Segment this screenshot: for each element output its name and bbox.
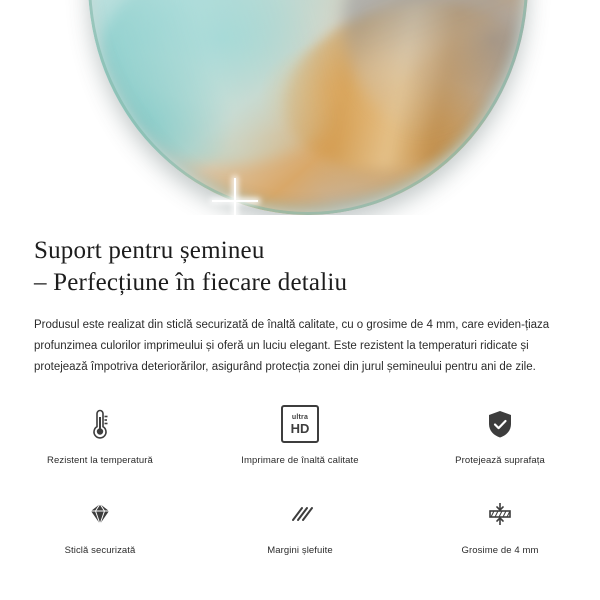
feature-label: Imprimare de înaltă calitate bbox=[241, 455, 359, 466]
feature-label: Sticlă securizată bbox=[64, 545, 136, 556]
body-paragraph: Produsul este realizat din sticlă securizată de înaltă calitate, cu o grosime de 4 mm, care eviden-țiaza profunzimea culorilor imprimeului și oferă un luciu elegant. Este rezistent la temperaturi ridicate și protejează împotriva deteriorărilor, asigurând protecția zonei din jurul șemineului pentru ani de zile. bbox=[34, 319, 550, 373]
feature-label: Rezistent la temperatură bbox=[47, 455, 153, 466]
page-title bbox=[0, 215, 600, 299]
thermometer-icon bbox=[77, 402, 123, 446]
feature-label: Grosime de 4 mm bbox=[461, 545, 539, 556]
ultra-hd-badge-small: ultra bbox=[291, 413, 309, 421]
page-title-line-2: – Perfecțiune în fiecare detaliu bbox=[34, 269, 348, 296]
feature-item-surface-protection bbox=[400, 402, 600, 470]
polished-edges-icon bbox=[277, 492, 323, 536]
diamond-icon bbox=[77, 492, 123, 536]
page-title-line-1: Suport pentru șemineu bbox=[34, 237, 265, 264]
feature-label: Protejează suprafața bbox=[455, 455, 545, 466]
feature-grid bbox=[0, 402, 600, 560]
feature-label: Margini șlefuite bbox=[267, 545, 333, 556]
feature-item-temperature bbox=[0, 402, 200, 470]
feature-item-tempered-glass bbox=[0, 492, 200, 560]
ultra-hd-badge-big: HD bbox=[290, 420, 310, 436]
thickness-4mm-icon bbox=[477, 492, 523, 536]
feature-item-print-quality bbox=[200, 402, 400, 470]
text-content bbox=[0, 215, 600, 378]
glass-plate-image bbox=[88, 0, 528, 215]
ultra-hd-icon bbox=[277, 402, 323, 446]
feature-item-polished-edges bbox=[200, 492, 400, 560]
hero-image bbox=[0, 0, 600, 215]
glass-edge bbox=[88, 0, 528, 215]
feature-item-thickness bbox=[400, 492, 600, 560]
shield-check-icon bbox=[477, 402, 523, 446]
